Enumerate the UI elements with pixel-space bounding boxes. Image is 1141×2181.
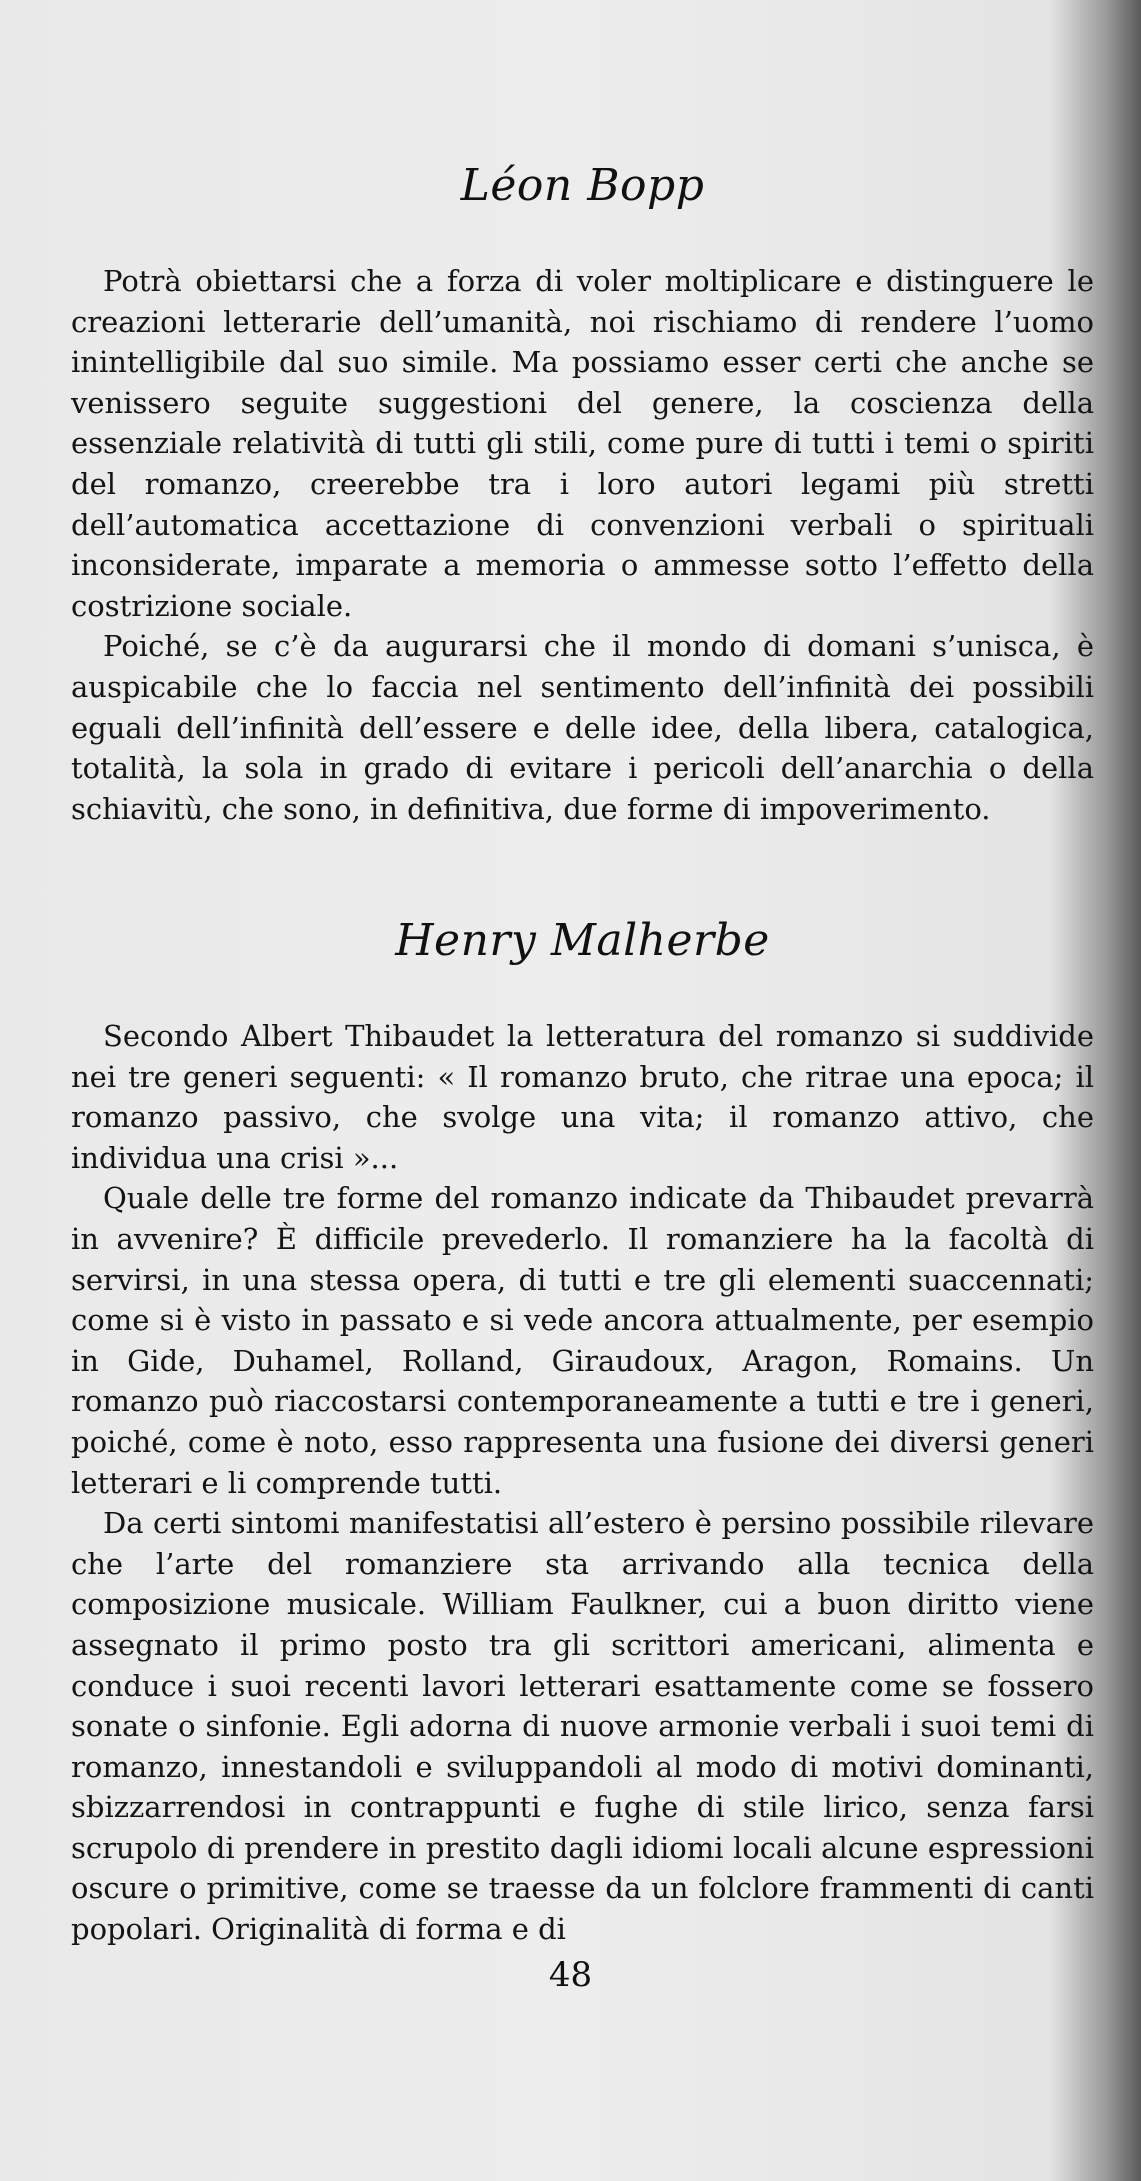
paragraph: Potrà obiettarsi che a forza di voler moltiplicare e distinguere le creazioni letterarie dell’umanità, noi rischiamo di rendere l’uomo inintelligibile dal suo simile. Ma possiamo esser certi che anche se venissero seguite suggestioni del genere, la coscienza della essenziale relatività di tutti gli stili, come pure di tutti i temi o spiriti del romanzo, creerebbe tra i loro autori legami più stretti dell’automatica accettazione di convenzioni verbali o spirituali inconsiderate, imparate a memoria o ammesse sotto l’effetto della costrizione sociale. [71, 264, 1094, 623]
paragraph: Quale delle tre forme del romanzo indicate da Thibaudet prevarrà in avvenire? È difficile prevederlo. Il romanziere ha la facoltà di servirsi, in una stessa opera, di tutti e tre gli elementi suaccennati; come si è visto in passato e si vede ancora attualmente, per esempio in Gide, Duhamel, Rolland, Giraudoux, Aragon, Romains. Un romanzo può riaccostarsi contemporaneamente a tutti e tre i generi, poiché, come è noto, esso rappresenta una fusione dei diversi generi letterari e li comprende tutti. [71, 1181, 1094, 1500]
paragraph: Poiché, se c’è da augurarsi che il mondo di domani s’unisca, è auspicabile che lo faccia nel sentimento dell’infinità dei possibili eguali dell’infinità dell’essere e delle idee, della libera, catalogica, totalità, la sola in grado di evitare i pericoli dell’anarchia o della schiavitù, che sono, in definitiva, due forme di impoverimento. [71, 629, 1094, 826]
paragraph: Da certi sintomi manifestatisi all’estero è persino possibile rilevare che l’arte del romanziere sta arrivando alla tecnica della composizione musicale. William Faulkner, cui a buon diritto viene assegnato il primo posto tra gli scrittori americani, alimenta e conduce i suoi recenti lavori letterari esattamente come se fossero sonate o sinfonie. Egli adorna di nuove armonie verbali i suoi temi di romanzo, innestandoli e sviluppandoli al modo di motivi dominanti, sbizzarrendosi in contrappunti e fughe di stile lirico, senza farsi scrupolo di prendere in prestito dagli idiomi locali alcune espressioni oscure o primitive, come se traesse da un folclore frammenti di canti popolari. Originalità di forma e di [71, 1506, 1094, 1947]
section-leon-bopp [71, 160, 1094, 829]
section-heading-henry-malherbe: Henry Malherbe [395, 915, 770, 966]
paragraph: Secondo Albert Thibaudet la letteratura del romanzo si suddivide nei tre generi seguenti: « Il romanzo bruto, che ritrae una epoca; il romanzo passivo, che svolge una vita; il romanzo attivo, che individua una crisi »... [71, 1019, 1094, 1175]
section-henry-malherbe [71, 915, 1094, 1950]
section-heading-leon-bopp: Léon Bopp [460, 160, 705, 211]
page-number: 48 [548, 1955, 593, 1995]
